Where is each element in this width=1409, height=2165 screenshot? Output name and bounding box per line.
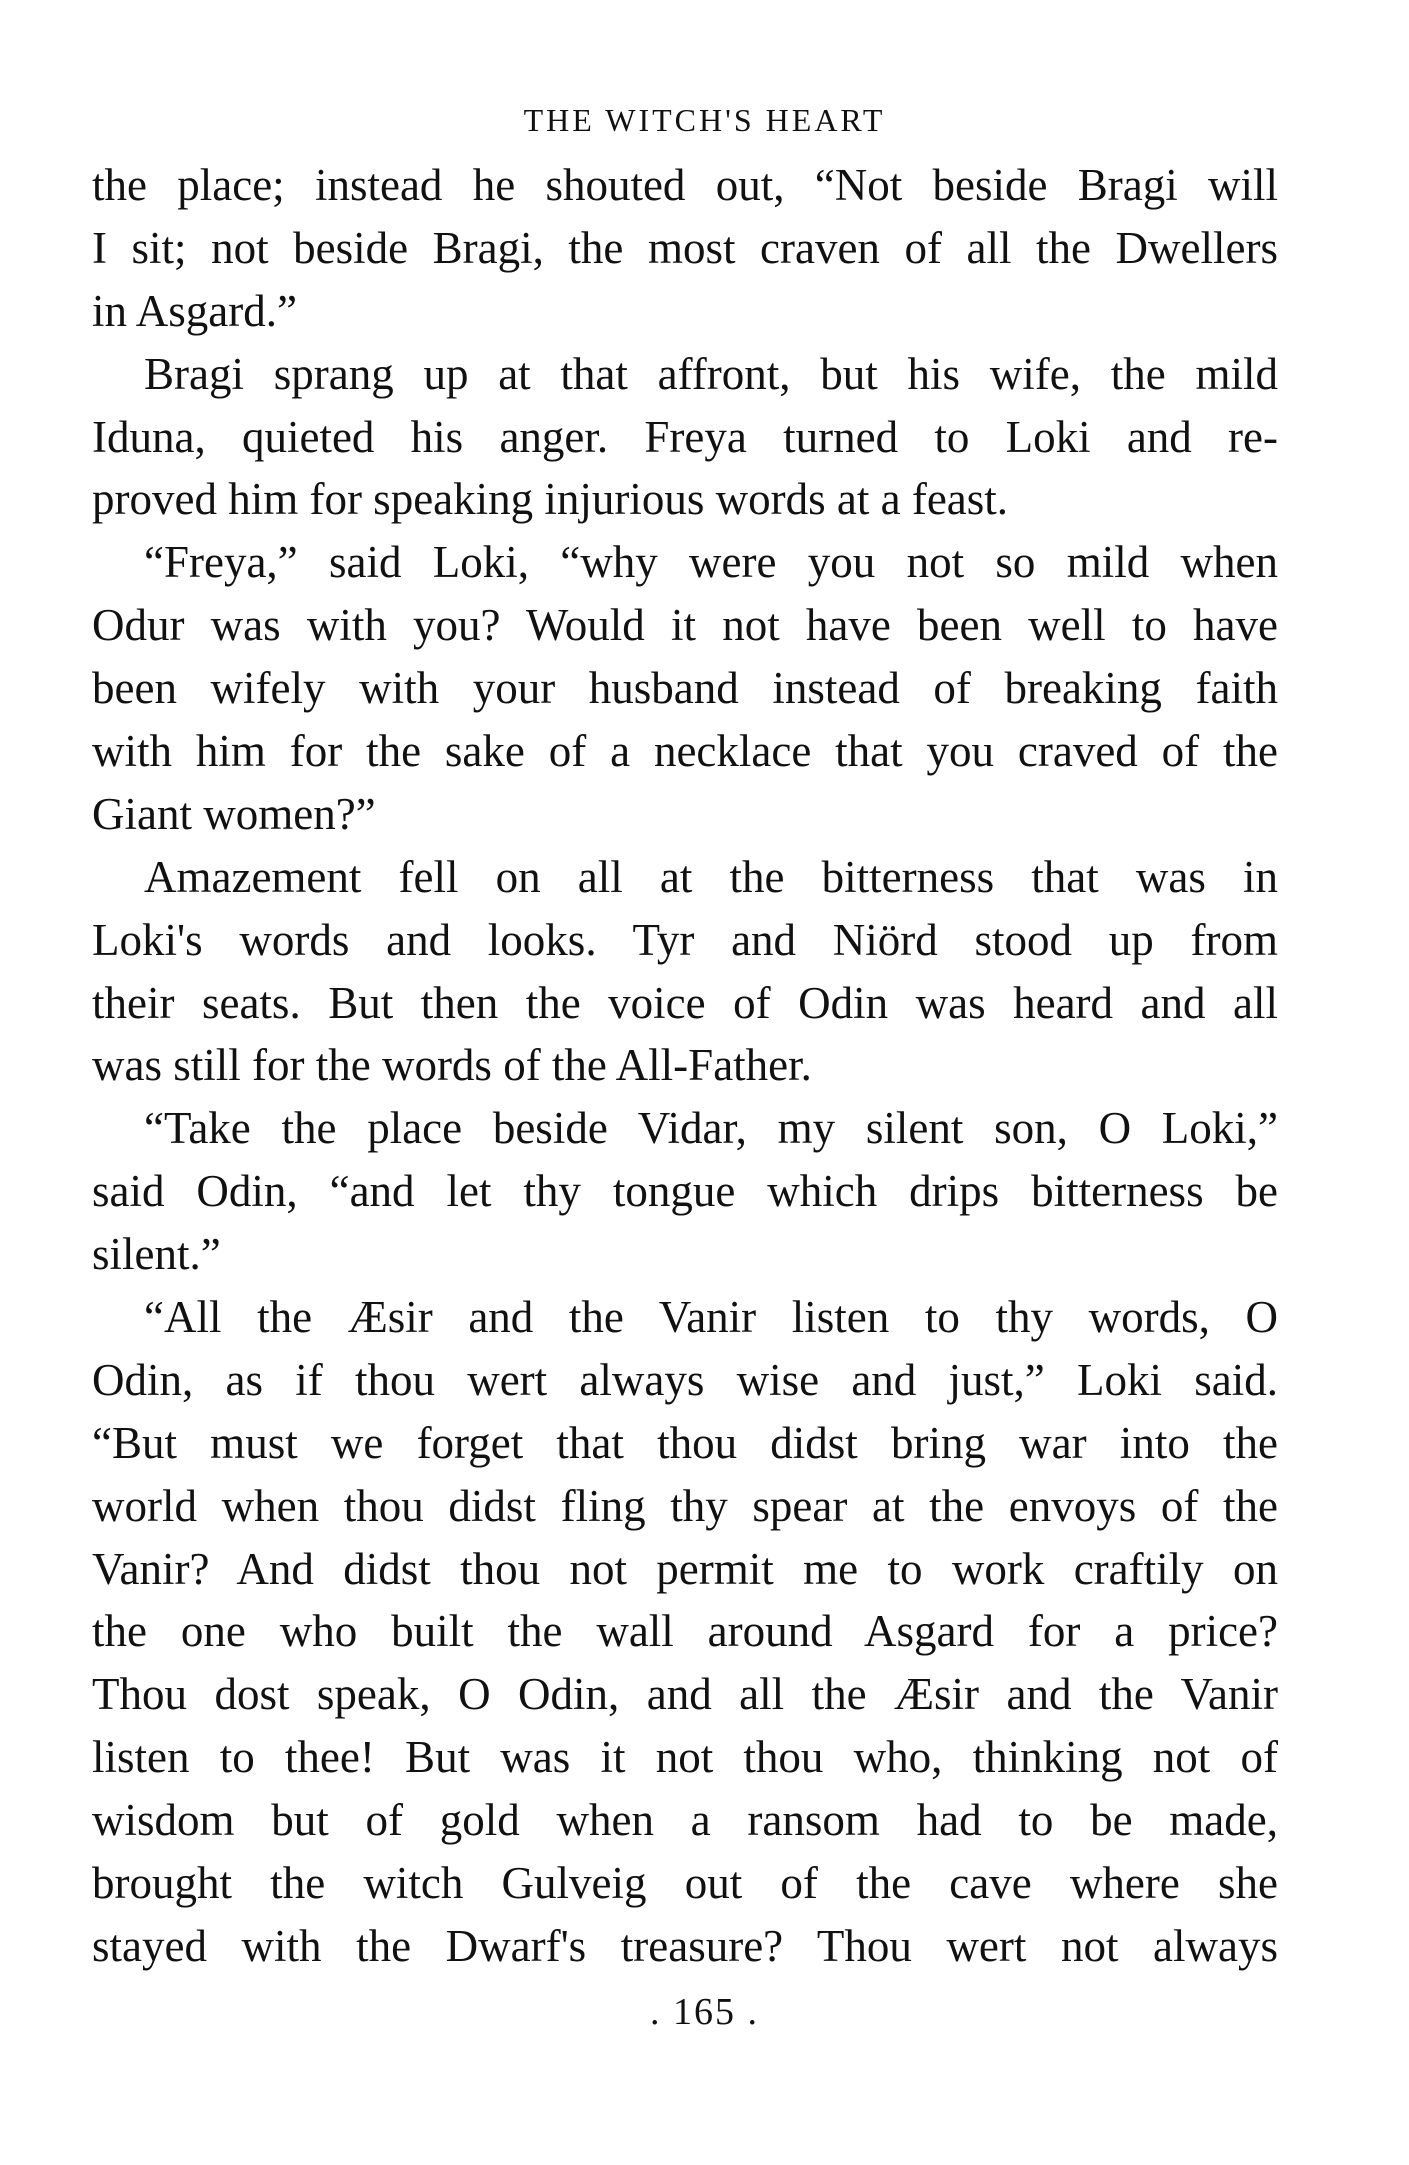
text-line: Vanir? And didst thou not permit me to work craftily on bbox=[92, 1543, 1278, 1594]
text-line: brought the witch Gulveig out of the cave where she bbox=[92, 1858, 1278, 1909]
text-line: been wifely with your husband instead of breaking faith bbox=[92, 663, 1278, 714]
text-line: Odur was with you? Would it not have been well to have bbox=[92, 600, 1278, 651]
text-line: proved him for speaking injurious words at a feast. bbox=[92, 474, 1009, 525]
text-line: “But must we forget that thou didst bring war into the bbox=[92, 1417, 1278, 1468]
text-line: Thou dost speak, O Odin, and all the Æsir and the Vanir bbox=[92, 1669, 1278, 1720]
text-line: the one who built the wall around Asgard for a price? bbox=[92, 1606, 1278, 1657]
text-line: Amazement fell on all at the bitterness that was in bbox=[144, 851, 1278, 902]
text-line: Giant women?” bbox=[92, 788, 376, 839]
page-number: . 165 . bbox=[650, 1991, 759, 2033]
text-line: I sit; not beside Bragi, the most craven of all the Dwellers bbox=[92, 222, 1278, 273]
text-line: wisdom but of gold when a ransom had to be made, bbox=[92, 1795, 1278, 1846]
text-line: said Odin, “and let thy tongue which drips bitterness be bbox=[92, 1166, 1278, 1217]
text-line: listen to thee! But was it not thou who, thinking not of bbox=[92, 1732, 1278, 1783]
body-text bbox=[92, 154, 1278, 1978]
text-line: in Asgard.” bbox=[92, 285, 297, 336]
text-line: with him for the sake of a necklace that you craved of the bbox=[92, 726, 1278, 777]
text-line: Bragi sprang up at that affront, but his wife, the mild bbox=[144, 348, 1278, 399]
text-line: Iduna, quieted his anger. Freya turned to Loki and re- bbox=[92, 411, 1278, 462]
text-line: silent.” bbox=[92, 1229, 221, 1280]
text-line: was still for the words of the All-Father. bbox=[92, 1040, 812, 1091]
text-line: Odin, as if thou wert always wise and just,” Loki said. bbox=[92, 1354, 1278, 1405]
text-line: stayed with the Dwarf's treasure? Thou wert not always bbox=[92, 1920, 1278, 1971]
text-line: their seats. But then the voice of Odin was heard and all bbox=[92, 977, 1278, 1028]
text-line: world when thou didst fling thy spear at the envoys of the bbox=[92, 1480, 1278, 1531]
text-line: “Take the place beside Vidar, my silent son, O Loki,” bbox=[144, 1103, 1278, 1154]
text-line: the place; instead he shouted out, “Not beside Bragi will bbox=[92, 160, 1278, 210]
text-line: “Freya,” said Loki, “why were you not so mild when bbox=[144, 537, 1278, 588]
running-head: THE WITCH'S HEART bbox=[523, 102, 886, 138]
text-line: “All the Æsir and the Vanir listen to thy words, O bbox=[144, 1292, 1278, 1343]
text-line: Loki's words and looks. Tyr and Niörd stood up from bbox=[92, 914, 1278, 965]
